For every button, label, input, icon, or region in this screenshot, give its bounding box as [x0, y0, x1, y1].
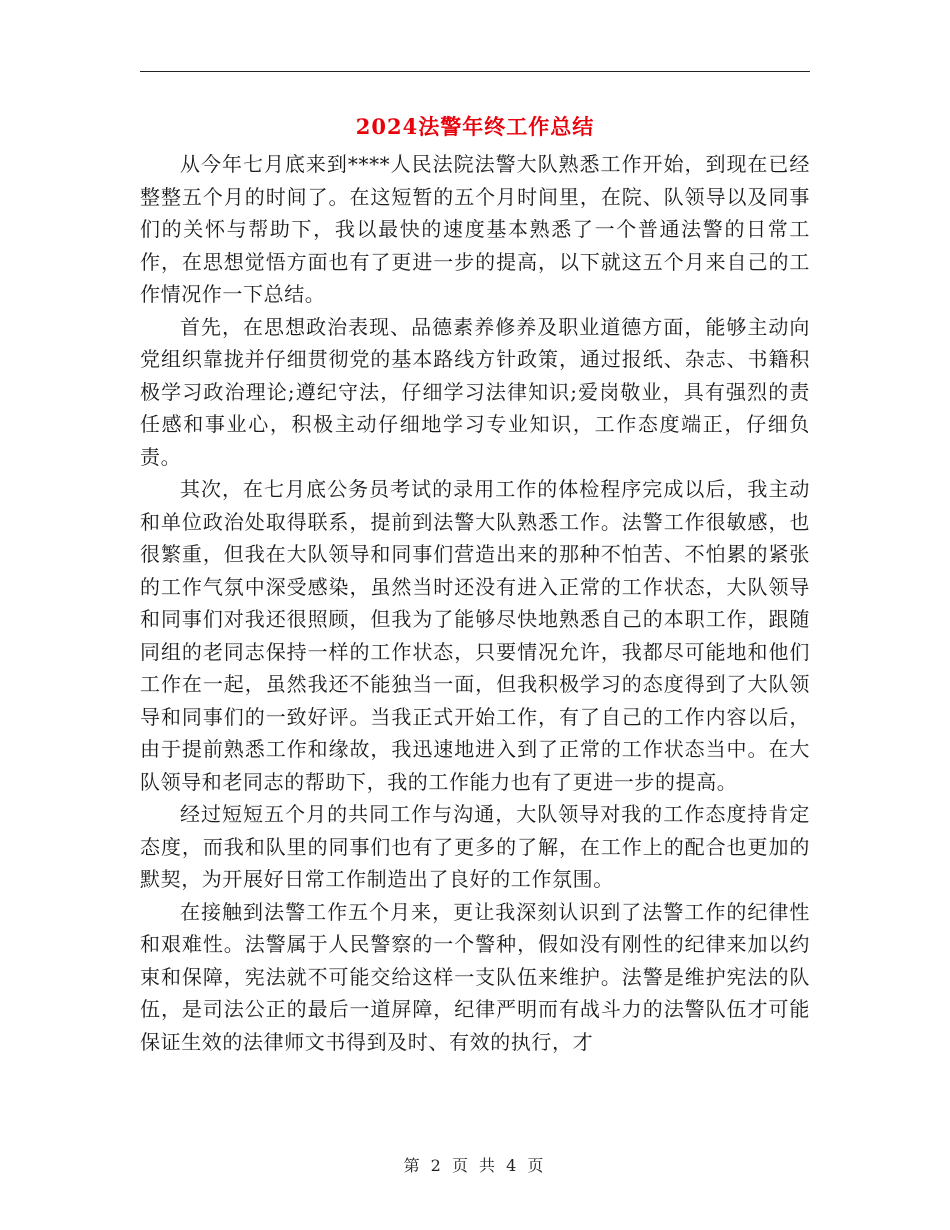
- paragraph-2: 首先，在思想政治表现、品德素养修养及职业道德方面，能够主动向党组织靠拢并仔细贯彻党的基本路线方针政策，通过报纸、杂志、书籍积极学习政治理论;遵纪守法，仔细学习法律知识;爱岗敬业，具有强烈的责任感和事业心，积极主动仔细地学习专业知识，工作态度端正，仔细负责。: [140, 314, 810, 469]
- paragraph-3: 其次，在七月底公务员考试的录用工作的体检程序完成以后，我主动和单位政治处取得联系，提前到法警大队熟悉工作。法警工作很敏感，也很繁重，但我在大队领导和同事们营造出来的那种不怕苦、不怕累的紧张的工作气氛中深受感染，虽然当时还没有进入正常的工作状态，大队领导和同事们对我还很照顾，但我为了能够尽快地熟悉自己的本职工作，跟随同组的老同志保持一样的工作状态，只要情况允许，我都尽可能地和他们工作在一起，虽然我还不能独当一面，但我积极学习的态度得到了大队领导和同事们的一致好评。当我正式开始工作，有了自己的工作内容以后，由于提前熟悉工作和缘故，我迅速地进入到了正常的工作状态当中。在大队领导和老同志的帮助下，我的工作能力也有了更进一步的提高。: [140, 477, 810, 794]
- header-rule: [140, 71, 810, 72]
- document-title: 2024法警年终工作总结: [355, 114, 595, 139]
- paragraph-5: 在接触到法警工作五个月来，更让我深刻认识到了法警工作的纪律性和艰难性。法警属于人民警察的一个警种，假如没有刚性的纪律来加以约束和保障，宪法就不可能交给这样一支队伍来维护。法警是维护宪法的队伍，是司法公正的最后一道屏障，纪律严明而有战斗力的法警队伍才可能保证生效的法律师文书得到及时、有效的执行，才: [140, 899, 810, 1054]
- paragraph-4: 经过短短五个月的共同工作与沟通，大队领导对我的工作态度持肯定态度，而我和队里的同事们也有了更多的了解，在工作上的配合也更加的默契，为开展好日常工作制造出了良好的工作氛围。: [140, 802, 810, 891]
- page-number-footer: 第 2 页 共 4 页: [403, 1156, 547, 1175]
- paragraph-1: 从今年七月底来到****人民法院法警大队熟悉工作开始，到现在已经整整五个月的时间了。在这短暂的五个月时间里，在院、队领导以及同事们的关怀与帮助下，我以最快的速度基本熟悉了一个普通法警的日常工作，在思想觉悟方面也有了更进一步的提高，以下就这五个月来自己的工作情况作一下总结。: [140, 152, 810, 306]
- document-body: [140, 148, 810, 1058]
